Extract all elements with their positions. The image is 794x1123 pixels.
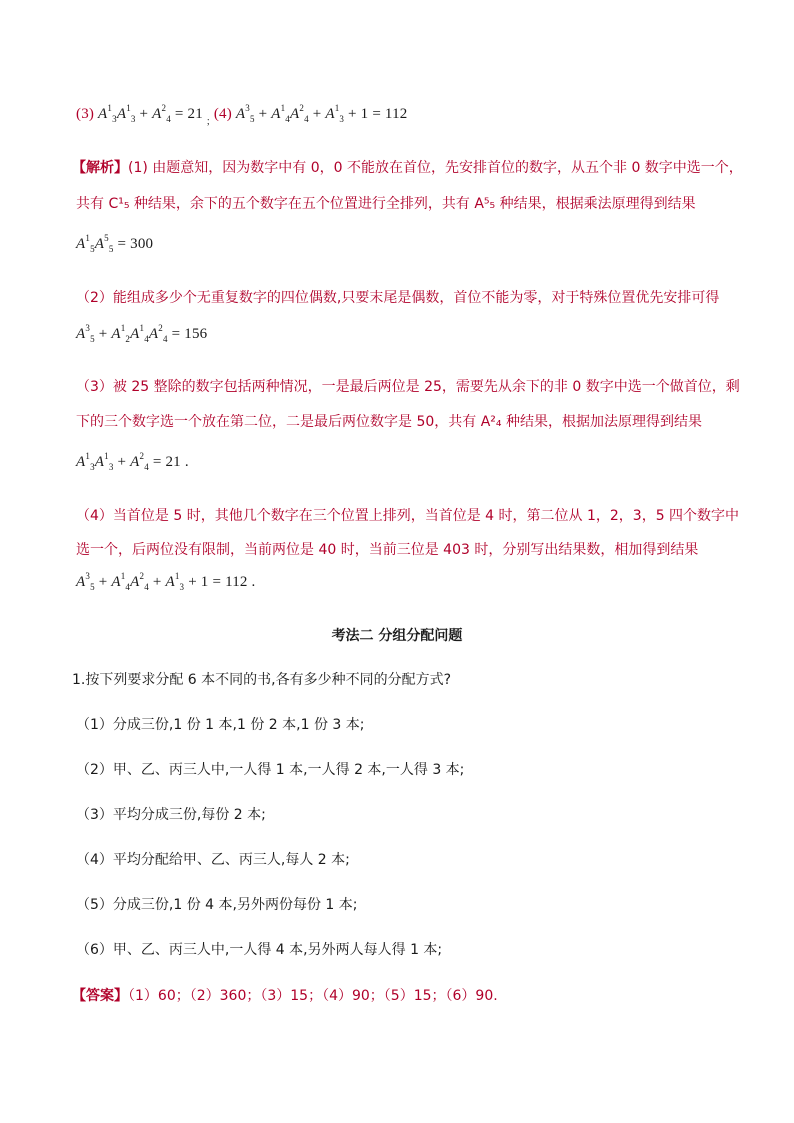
question-item-6: （6）甲、乙、丙三人中,一人得 4 本,另外两人每人得 1 本;: [76, 942, 443, 958]
question-item-5: （5）分成三份,1 份 4 本,另外两份每份 1 本;: [76, 897, 358, 913]
analysis-p3-formula: $A^1_3A^1_3 + A^2_4 = 21$ .: [76, 451, 189, 472]
question-item-2: （2）甲、乙、丙三人中,一人得 1 本,一人得 2 本,一人得 3 本;: [76, 762, 465, 778]
analysis-bracket: 【解析】: [72, 160, 128, 176]
analysis-p2-line1: （2）能组成多少个无重复数字的四位偶数,只要末尾是偶数，首位不能为零，对于特殊位置优先安排可得: [76, 290, 720, 306]
question-item-1: （1）分成三份,1 份 1 本,1 份 2 本,1 份 3 本;: [76, 717, 365, 733]
question-stem: 1.按下列要求分配 6 本不同的书,各有多少种不同的分配方式?: [72, 672, 452, 688]
formula-4: $A^3_5 + A^1_4A^2_4 + A^1_3 + 1 = 112$: [235, 103, 408, 124]
analysis-p1-formula: $A^1_5A^5_5 = 300$: [76, 233, 154, 254]
answer-bracket: 【答案】: [72, 988, 128, 1004]
section-title: 考法二 分组分配问题: [331, 628, 463, 644]
formula-label-3: (3): [76, 106, 95, 122]
analysis-p4-line1: （4）当首位是 5 时，其他几个数字在三个位置上排列，当首位是 4 时，第二位从 1，2，3，5 四个数字中: [76, 508, 740, 524]
analysis-p4-formula: $A^3_5 + A^1_4A^2_4 + A^1_3 + 1 = 112$ .: [76, 571, 256, 592]
analysis-p1-line2: 共有 C¹₅ 种结果，余下的五个数字在五个位置进行全排列，共有 A⁵₅ 种结果，根据乘法原理得到结果: [76, 196, 696, 212]
question-item-4: （4）平均分配给甲、乙、丙三人,每人 2 本;: [76, 852, 350, 868]
analysis-p3-line2: 下的三个数字选一个放在第二位，二是最后两位数字是 50，共有 A²₄ 种结果，根据加法原理得到结果: [76, 414, 702, 430]
formula-label-4: (4): [213, 106, 232, 122]
analysis-p3-line1: （3）被 25 整除的数字包括两种情况，一是最后两位是 25，需要先从余下的非 0 数字中选一个做首位，剩: [76, 379, 740, 395]
analysis-p4-line2: 选一个，后两位没有限制，当前两位是 40 时，当前三位是 403 时，分别写出结果数，相加得到结果: [76, 542, 699, 558]
analysis-p1-line1: 【解析】(1) 由题意知，因为数字中有 0，0 不能放在首位，先安排首位的数字，从五个非 0 数字中选一个，: [72, 160, 743, 176]
formula-separator: ;: [206, 116, 210, 127]
formula-3: $A^1_3A^1_3 + A^2_4 = 21$: [98, 103, 207, 124]
answer-line: [72, 986, 498, 1006]
analysis-p2-formula: $A^3_5 + A^1_2A^1_4A^2_4 = 156$: [76, 323, 208, 344]
question-item-3: （3）平均分成三份,每份 2 本;: [76, 807, 266, 823]
answer-text: （1）60；（2）360；（3）15；（4）90；（5）15；（6）90.: [128, 988, 498, 1004]
top-formulas: [76, 104, 407, 132]
